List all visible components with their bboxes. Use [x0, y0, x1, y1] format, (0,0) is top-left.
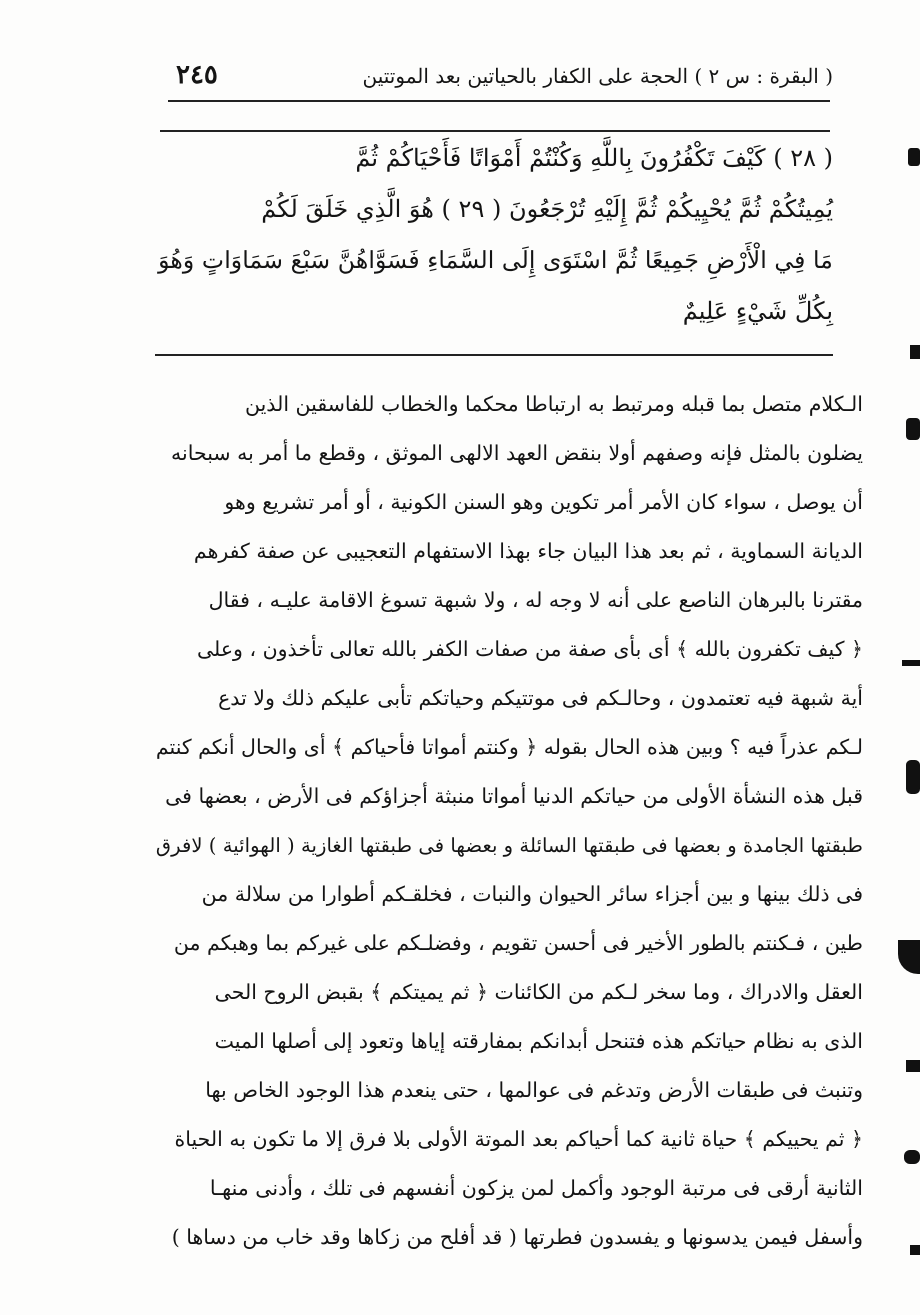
running-header — [168, 60, 833, 104]
commentary-line: الذى به نظام حياتكم هذه فتنحل أبدانكم بمفارقته إياها وتعود إلى أصلها الميت — [214, 1029, 863, 1053]
commentary-line: يضلون بالمثل فإنه وصفهم أولا بنقض العهد الالهى الموثق ، وقطع ما أمر به سبحانه — [171, 441, 863, 465]
commentary-line: أن يوصل ، سواء كان الأمر أمر تكوين وهو السنن الكونية ، أو أمر تشريع وهو — [224, 490, 863, 514]
scan-edge-mark — [906, 418, 920, 440]
commentary-line: قبل هذه النشأة الأولى من حياتكم الدنيا أمواتا منبثة أجزاؤكم فى الأرض ، بعضها فى — [165, 784, 863, 808]
commentary-line: أية شبهة فيه تعتمدون ، وحالـكم فى موتتيكم وحياتكم تأبى عليكم ذلك ولا تدع — [218, 686, 863, 710]
header-rule — [168, 100, 830, 102]
scan-edge-mark — [906, 760, 920, 794]
scan-edge-mark — [908, 148, 920, 166]
verse-bottom-rule — [155, 354, 833, 356]
commentary-line: فى ذلك بينها و بين أجزاء سائر الحيوان والنبات ، فخلقـكم أطوارا من سلالة من — [201, 882, 863, 906]
verse-line: بِكُلِّ شَيْءٍ عَلِيمٌ — [682, 297, 833, 325]
commentary-line: ﴿ كيف تكفرون بالله ﴾ أى بأى صفة من صفات الكفر بالله تعالى تأخذون ، وعلى — [196, 637, 863, 661]
verse-line: مَا فِي الْأَرْضِ جَمِيعًا ثُمَّ اسْتَوَى إِلَى السَّمَاءِ فَسَوَّاهُنَّ سَبْعَ سَمَاوَاتٍ وَهُوَ — [158, 246, 833, 274]
verse-line: يُمِيتُكُمْ ثُمَّ يُحْيِيكُمْ ثُمَّ إِلَيْهِ تُرْجَعُونَ ( ٢٩ ) هُوَ الَّذِي خَلَقَ لَكُمْ — [261, 195, 833, 223]
commentary-line: لـكم عذراً فيه ؟ وبين هذه الحال بقوله ﴿ وكنتم أمواتا فأحياكم ﴾ أى والحال أنكم كنتم — [155, 735, 863, 759]
scan-edge-mark — [904, 1150, 920, 1164]
commentary-line: العقل والادراك ، وما سخر لـكم من الكائنات ﴿ ثم يميتكم ﴾ بقبض الروح الحى — [214, 980, 863, 1004]
commentary-line: الـكلام متصل بما قبله ومرتبط به ارتباطا محكما والخطاب للفاسقين الذين — [245, 392, 863, 416]
scan-edge-mark — [910, 1245, 920, 1255]
commentary-line: الديانة السماوية ، ثم بعد هذا البيان جاء بهذا الاستفهام التعجيبى عن صفة كفرهم — [193, 539, 863, 563]
running-title: ( البقرة : س ٢ ) الحجة على الكفار بالحياتين بعد الموتتين — [362, 64, 833, 88]
page-number: ٢٤٥ — [176, 60, 218, 90]
commentary-line: طبقتها الجامدة و بعضها فى طبقتها السائلة و بعضها فى طبقتها الغازية ( الهوائية ) لافرق — [155, 834, 863, 857]
scan-edge-mark — [906, 1060, 920, 1072]
scan-edge-mark — [910, 345, 920, 359]
commentary-line: ﴿ ثم يحييكم ﴾ حياة ثانية كما أحياكم بعد الموتة الأولى بلا فرق إلا ما تكون به الحياة — [174, 1127, 863, 1151]
commentary-line: وتنبث فى طبقات الأرض وتدغم فى عوالمها ، حتى ينعدم هذا الوجود الخاص بها — [205, 1078, 863, 1102]
commentary-line: مقترنا بالبرهان الناصع على أنه لا وجه له ، ولا شبهة تسوغ الاقامة عليـه ، فقال — [208, 588, 863, 612]
commentary-line: طين ، فـكنتم بالطور الأخير فى أحسن تقويم ، وفضلـكم على غيركم بما وهبكم من — [173, 931, 863, 955]
commentary-text — [155, 380, 863, 1262]
commentary-line: وأسفل فيمن يدسونها و يفسدون فطرتها ( قد أفلح من زكاها وقد خاب من دساها ) — [171, 1225, 863, 1249]
scan-edge-mark — [898, 940, 920, 974]
verse-top-rule — [160, 130, 830, 132]
scan-edge-mark — [902, 660, 920, 666]
quran-verses — [158, 133, 833, 337]
commentary-line: الثانية أرقى فى مرتبة الوجود وأكمل لمن يزكون أنفسهم فى تلك ، وأدنى منهـا — [209, 1176, 863, 1200]
verse-line: ( ٢٨ ) كَيْفَ تَكْفُرُونَ بِاللَّهِ وَكُنْتُمْ أَمْوَاتًا فَأَحْيَاكُمْ ثُمَّ — [355, 144, 833, 172]
